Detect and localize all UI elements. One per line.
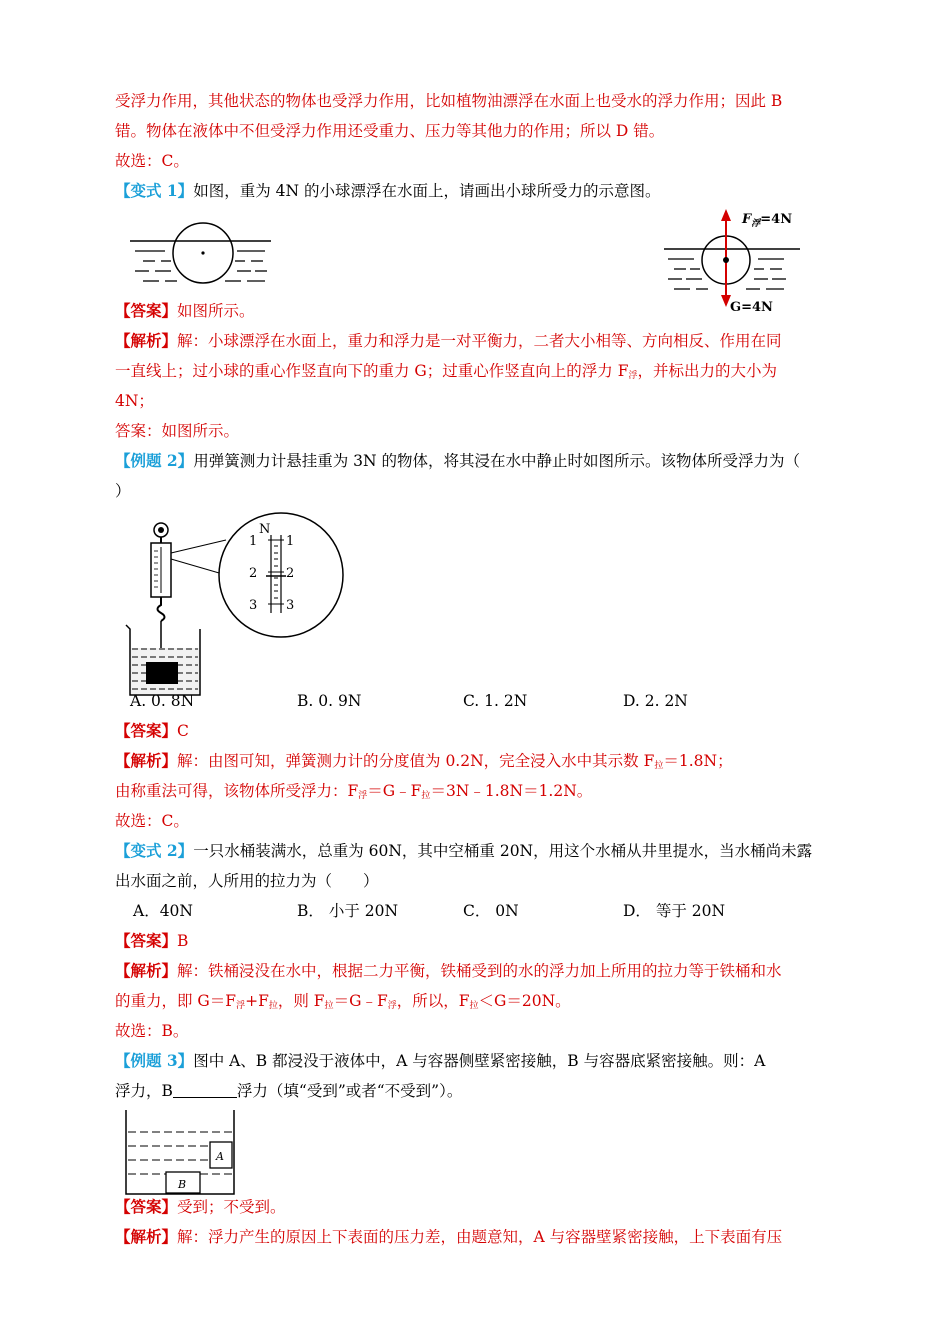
analysis-e3 [115,1226,782,1248]
force-diagram-figure [660,205,810,315]
text-line: 故选：C。 [115,152,189,170]
question-text: 浮力（填“受到”或者“不受到”）。 [236,1082,463,1100]
analysis-text: ，所以，F [396,992,470,1010]
analysis-text: ＝G﹣F [367,782,422,800]
analysis-tag: 【解析】 [115,751,178,770]
question-tag: 【例题 3】 [115,1051,194,1070]
question-e2 [115,450,800,472]
analysis-text: 解：浮力产生的原因上下表面的压力差，由题意知，A 与容器壁紧密接触，上下表面有压 [177,1228,783,1246]
answer-text: B [177,932,189,950]
subscript: 拉 [654,761,664,771]
analysis-line [115,990,571,1017]
analysis-line: 答案：如图所示。 [115,422,240,440]
question-text [115,1080,462,1102]
analysis-text: +F [245,992,269,1010]
analysis-text: ＝1.8N； [663,752,733,770]
floating-ball-figure [125,220,275,290]
answer-tag: 【答案】 [115,1197,178,1216]
answer-tag: 【答案】 [115,721,178,740]
subscript: 拉 [268,1001,278,1011]
analysis-text: ，则 F [277,992,325,1010]
analysis-line [115,360,777,387]
answer-text: 受到；不受到。 [177,1198,286,1216]
option-d: D. 2. 2N [623,692,688,710]
scale-tick-label: 2 [249,566,258,581]
question-text: 图中 A、B 都浸没于液体中，A 与容器侧壁紧密接触，B 与容器底紧密接触。则：A [193,1052,766,1070]
answer-text: C [177,722,189,740]
option-d: D． 等于 20N [623,902,726,920]
analysis-tag: 【解析】 [115,331,178,350]
question-text: 浮力，B [115,1082,173,1100]
option-a: A. 0. 8N [130,692,195,710]
subscript: 浮 [387,1001,397,1011]
analysis-line: 故选：C。 [115,812,189,830]
question-tag: 【变式 1】 [115,181,194,200]
question-v1 [115,180,660,202]
buoyancy-label: $F_浮=4N$ [742,212,793,229]
analysis-text: 解：由图可知，弹簧测力计的分度值为 0.2N，完全浸入水中其示数 F [177,752,655,770]
analysis-text: 解：铁桶浸没在水中，根据二力平衡，铁桶受到的水的浮力加上所用的拉力等于铁桶和水 [177,962,782,980]
scale-tick-label: 3 [286,598,295,613]
analysis-v1 [115,330,782,352]
subscript: 浮 [236,1001,246,1011]
subscript: 拉 [324,1001,334,1011]
analysis-e2 [115,750,733,777]
scale-unit-label: N [259,522,271,537]
block-b-label: B [178,1178,187,1191]
question-text: 出水面之前，人所用的拉力为（ ） [115,872,379,890]
question-text: 用弹簧测力计悬挂重为 3N 的物体，将其浸在水中静止时如图所示。该物体所受浮力为（ [193,452,800,470]
option-c: C. 1. 2N [463,692,528,710]
gravity-label: G=4N [730,300,773,315]
subscript: 浮 [628,371,638,381]
analysis-tag: 【解析】 [115,1227,178,1246]
analysis-text: ＝G﹣F [333,992,388,1010]
subscript: 拉 [469,1001,479,1011]
answer-blank[interactable] [173,1083,237,1098]
question-v2 [115,840,812,862]
analysis-text: ＜G＝20N。 [478,992,571,1010]
analysis-line [115,780,592,807]
answer-e3 [115,1196,286,1218]
subscript: 浮 [358,791,368,801]
analysis-tag: 【解析】 [115,961,178,980]
analysis-line: 4N； [115,392,154,410]
scale-tick-label: 1 [286,534,295,549]
analysis-text: 解：小球漂浮在水面上，重力和浮力是一对平衡力，二者大小相等、方向相反、作用在同 [177,332,782,350]
analysis-line: 故选：B。 [115,1022,189,1040]
container-ab-figure [122,1108,238,1198]
answer-v1 [115,300,255,322]
scale-tick-label: 1 [249,534,258,549]
analysis-text: 一直线上；过小球的重心作竖直向下的重力 G；过重心作竖直向上的浮力 F [115,362,629,380]
question-text: 一只水桶装满水，总重为 60N，其中空桶重 20N，用这个水桶从井里提水，当水桶尚未露 [193,842,813,860]
question-tag: 【变式 2】 [115,841,194,860]
text-line: 错。物体在液体中不但受浮力作用还受重力、压力等其他力的作用；所以 D 错。 [115,122,665,140]
option-b: B． 小于 20N [297,902,399,920]
answer-v2 [115,930,188,952]
answer-tag: 【答案】 [115,931,178,950]
analysis-text: ＝3N﹣1.8N＝1.2N。 [430,782,593,800]
block-a-label: A [216,1150,224,1163]
question-tag: 【例题 2】 [115,451,194,470]
option-a: A．40N [133,902,193,920]
text-line: 受浮力作用，其他状态的物体也受浮力作用，比如植物油漂浮在水面上也受水的浮力作用；因此 B [115,92,783,110]
spring-scale-figure [118,505,358,705]
answer-tag: 【答案】 [115,301,178,320]
question-e3 [115,1050,765,1072]
scale-tick-label: 3 [249,598,258,613]
subscript: 拉 [421,791,431,801]
analysis-text: 由称重法可得，该物体所受浮力：F [115,782,359,800]
question-text: 如图，重为 4N 的小球漂浮在水面上，请画出小球所受力的示意图。 [193,182,661,200]
analysis-v2 [115,960,782,982]
scale-tick-label: 2 [286,566,295,581]
analysis-text: 的重力，即 G＝F [115,992,237,1010]
answer-text: 如图所示。 [177,302,255,320]
answer-e2 [115,720,189,742]
question-text: ） [115,482,131,500]
option-c: C． 0N [463,902,519,920]
analysis-text: ，并标出力的大小为 [637,362,778,380]
option-b: B. 0. 9N [297,692,362,710]
